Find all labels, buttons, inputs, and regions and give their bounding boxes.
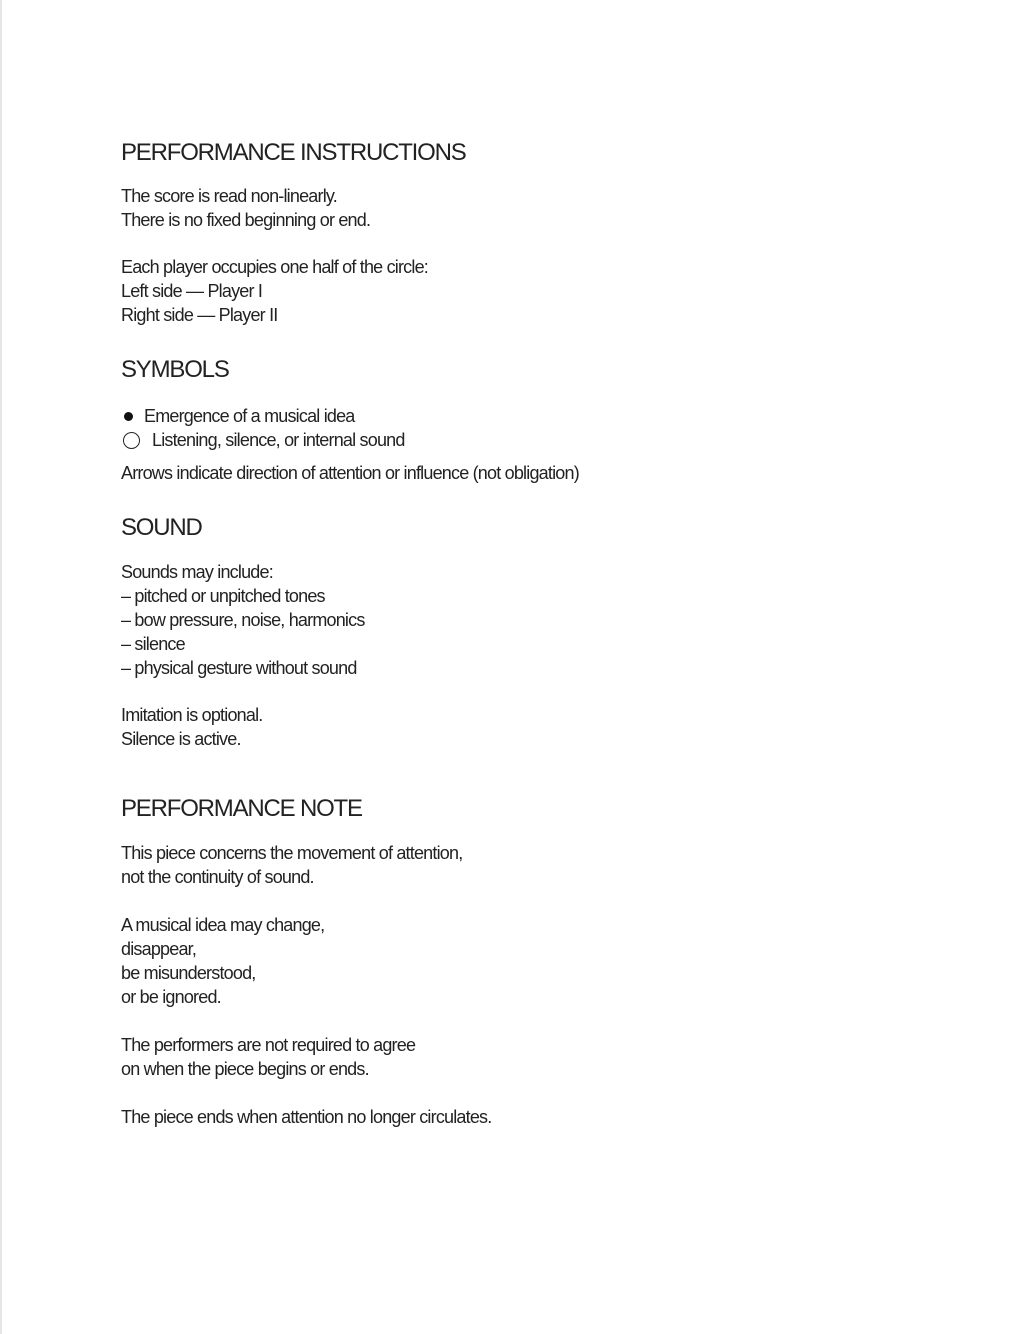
instructions-paragraph-2 [121, 255, 981, 327]
page-edge [0, 0, 2, 1334]
symbol-label-empty: Listening, silence, or internal sound [152, 430, 405, 450]
list-item: – physical gesture without sound [121, 658, 357, 678]
symbol-row-filled [121, 404, 981, 428]
text-line: not the continuity of sound. [121, 867, 314, 887]
text-line: Each player occupies one half of the circle: [121, 257, 428, 277]
note-paragraph-4: The piece ends when attention no longer circulates. [121, 1107, 492, 1127]
note-paragraph-2 [121, 913, 981, 1009]
text-line: This piece concerns the movement of attention, [121, 843, 463, 863]
instructions-paragraph-1 [121, 184, 981, 232]
text-line: There is no fixed beginning or end. [121, 210, 371, 230]
symbol-row-empty [121, 428, 981, 452]
text-line: Imitation is optional. [121, 705, 263, 725]
heading-performance-instructions: PERFORMANCE INSTRUCTIONS [121, 139, 466, 166]
open-circle-icon [123, 432, 140, 449]
heading-sound: SOUND [121, 514, 202, 541]
text-line: on when the piece begins or ends. [121, 1059, 369, 1079]
text-line: A musical idea may change, [121, 915, 325, 935]
symbol-label-filled: Emergence of a musical idea [144, 406, 355, 426]
heading-symbols: SYMBOLS [121, 356, 229, 383]
text-line: Right side — Player II [121, 305, 278, 325]
text-line: The performers are not required to agree [121, 1035, 416, 1055]
text-line: Left side — Player I [121, 281, 263, 301]
arrows-note: Arrows indicate direction of attention or influence (not obligation) [121, 463, 579, 483]
symbol-legend [121, 404, 981, 452]
text-line: disappear, [121, 939, 197, 959]
text-line: Silence is active. [121, 729, 241, 749]
note-paragraph-1 [121, 841, 981, 889]
text-line: be misunderstood, [121, 963, 256, 983]
sound-paragraph-1 [121, 560, 981, 680]
text-line: or be ignored. [121, 987, 221, 1007]
list-item: – silence [121, 634, 185, 654]
text-line: Sounds may include: [121, 562, 273, 582]
note-paragraph-3 [121, 1033, 981, 1081]
document-body [121, 138, 981, 1129]
filled-circle-icon [124, 412, 133, 421]
text-line: The score is read non-linearly. [121, 186, 337, 206]
list-item: – pitched or unpitched tones [121, 586, 325, 606]
heading-performance-note: PERFORMANCE NOTE [121, 795, 362, 822]
sound-paragraph-2 [121, 703, 981, 751]
list-item: – bow pressure, noise, harmonics [121, 610, 365, 630]
